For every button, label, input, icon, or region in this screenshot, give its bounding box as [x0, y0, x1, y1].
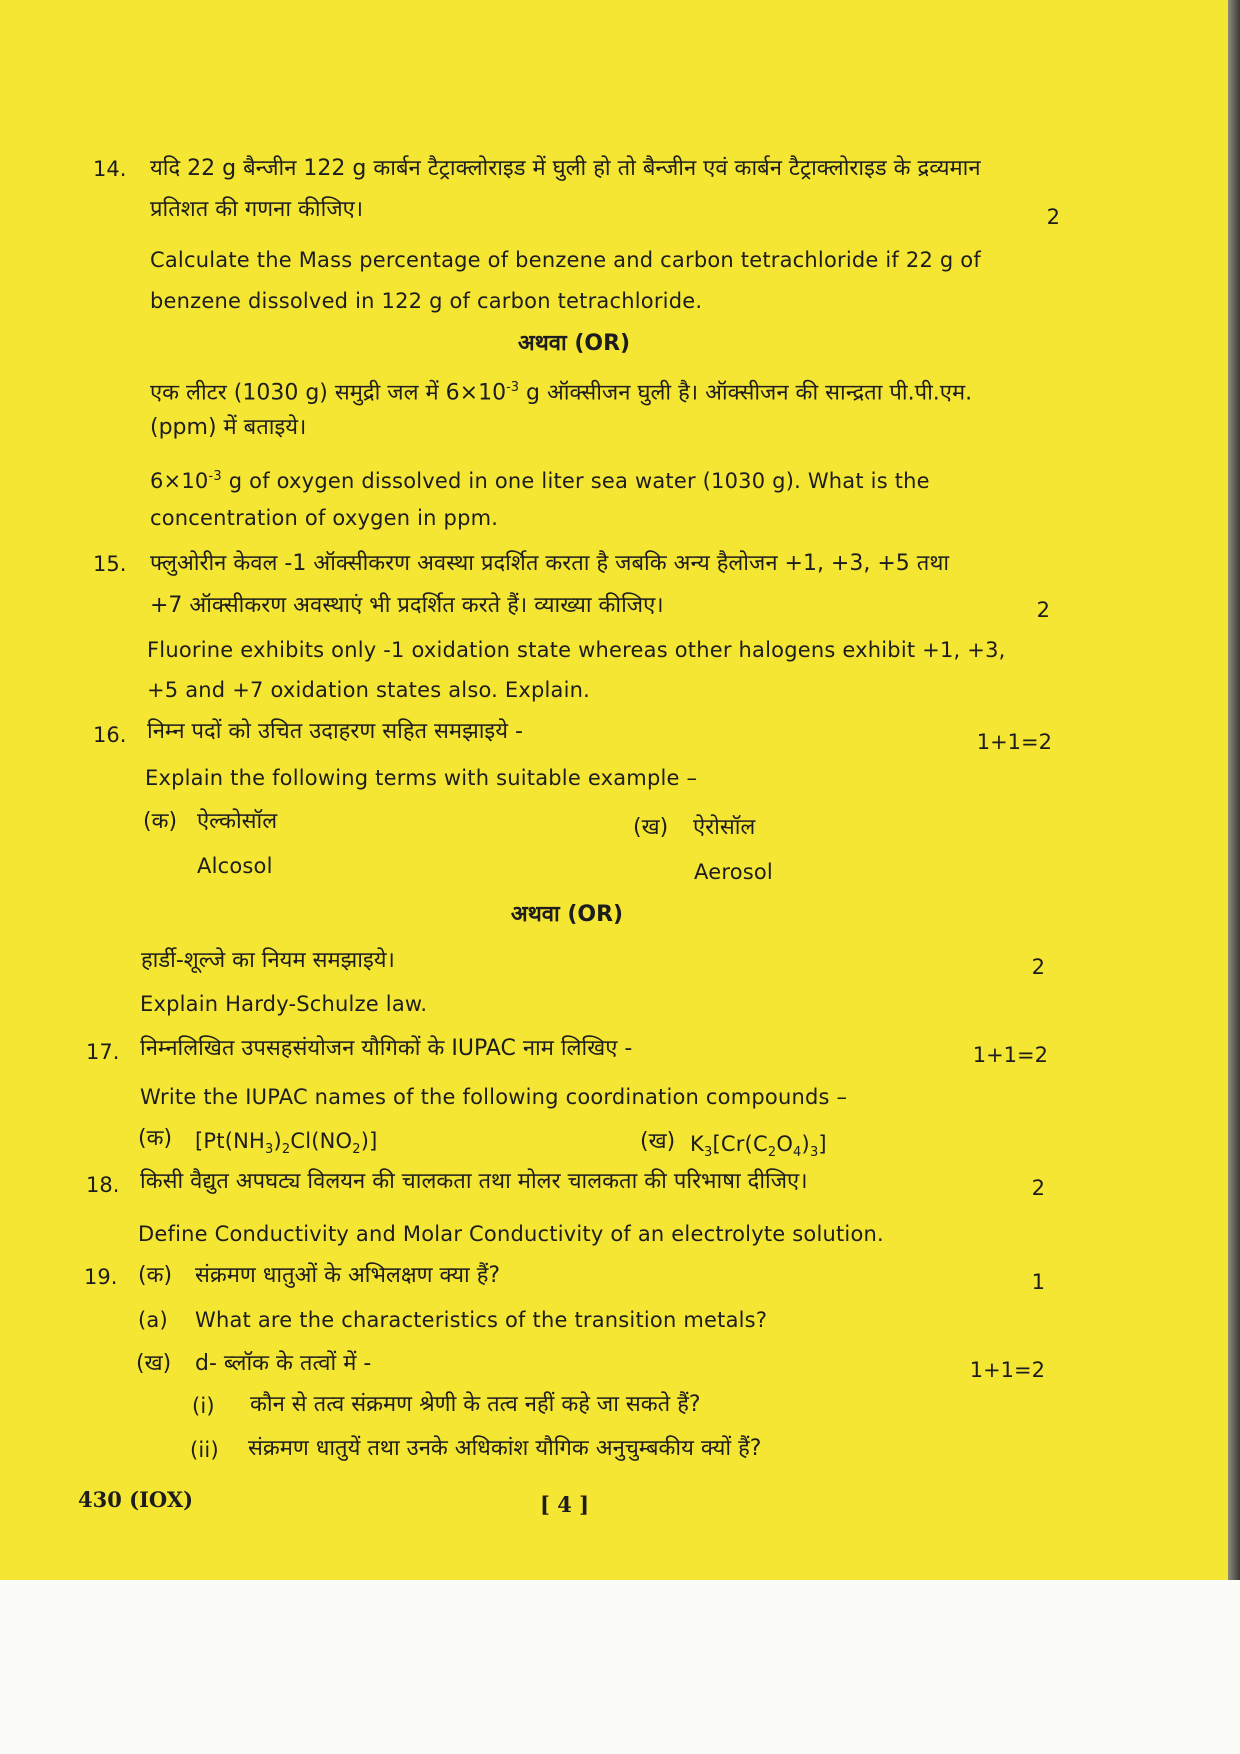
q16-or-heading: अथवा (OR) [510, 902, 624, 927]
q16-english-line-1: Explain the following terms with suitable example – [145, 766, 698, 790]
q17-english-line-1: Write the IUPAC names of the following coordination compounds – [140, 1085, 848, 1109]
q15-english-line-1: Fluorine exhibits only -1 oxidation state whereas other halogens exhibit +1, +3, [147, 638, 1006, 662]
q16-part-b-hindi: ऐरोसॉल [693, 815, 756, 840]
q19-part-a-marks: 1 [1031, 1270, 1045, 1294]
q16-part-b-english: Aerosol [694, 860, 773, 884]
q14-marks: 2 [1046, 205, 1060, 229]
q18-english-line-1: Define Conductivity and Molar Conductivity of an electrolyte solution. [138, 1222, 884, 1246]
q15-hindi-line-1: फ्लुओरीन केवल -1 ऑक्सीकरण अवस्था प्रदर्शित करता है जबकि अन्य हैलोजन +1, +3, +5 तथा [150, 551, 950, 576]
page-number: [ 4 ] [540, 1492, 590, 1517]
q14-english-line-2: benzene dissolved in 122 g of carbon tetrachloride. [150, 289, 703, 313]
q16-part-a-hindi: ऐल्कोसॉल [197, 809, 278, 834]
q14-english-line-1: Calculate the Mass percentage of benzene and carbon tetrachloride if 22 g of [150, 248, 981, 272]
q17-part-b-formula: $K_3[Cr(C_2O_4)_3]$ [690, 1132, 827, 1161]
q15-english-line-2: +5 and +7 oxidation states also. Explain. [147, 678, 591, 702]
q18-number: 18. [86, 1173, 120, 1197]
q14-alt-english-line-1: $6\times 10^{-3}$ g of oxygen dissolved in one liter sea water (1030 g). What is the [150, 469, 930, 493]
q19-subpart-ii-label: (ii) [190, 1438, 219, 1462]
q19-part-b-marks: 1+1=2 [969, 1358, 1045, 1382]
q18-marks: 2 [1031, 1176, 1045, 1200]
q19-part-a-label-hindi: (क) [138, 1263, 173, 1288]
paper-code: 430 (IOX) [78, 1487, 194, 1512]
q16-alt-marks: 2 [1031, 955, 1045, 979]
q16-part-b-label: (ख) [633, 815, 669, 840]
q16-hindi-line-1: निम्न पदों को उचित उदाहरण सहित समझाइये - [147, 719, 523, 744]
q19-part-b-label: (ख) [136, 1351, 172, 1376]
q17-part-a-formula: $[Pt(NH_3)_2Cl(NO_2)]$ [195, 1129, 378, 1158]
q19-part-b-hindi: d- ब्लॉक के तत्वों में - [195, 1351, 372, 1376]
q19-part-a-label-english: (a) [138, 1308, 168, 1332]
q15-marks: 2 [1036, 598, 1050, 622]
q17-marks: 1+1=2 [972, 1043, 1048, 1067]
q14-hindi-line-1: यदि 22 g बैन्जीन 122 g कार्बन टैट्राक्लोराइड में घुली हो तो बैन्जीन एवं कार्बन टैट्राक्लोराइड के द्रव्यमान [150, 156, 981, 181]
q16-marks: 1+1=2 [976, 730, 1052, 754]
q14-hindi-line-2: प्रतिशत की गणना कीजिए। [150, 197, 364, 222]
q19-part-a-hindi: संक्रमण धातुओं के अभिलक्षण क्या हैं? [195, 1263, 501, 1288]
q14-alt-hindi-line-2: (ppm) में बताइये। [150, 415, 307, 440]
q19-part-a-english: What are the characteristics of the transition metals? [195, 1308, 768, 1332]
q19-number: 19. [84, 1265, 118, 1289]
q17-part-a-label: (क) [138, 1126, 173, 1151]
q14-number: 14. [93, 157, 127, 181]
q17-hindi-line-1: निम्नलिखित उपसहसंयोजन यौगिकों के IUPAC नाम लिखिए - [140, 1036, 633, 1061]
q17-number: 17. [86, 1040, 120, 1064]
q18-hindi-line-1: किसी वैद्युत अपघट्य विलयन की चालकता तथा मोलर चालकता की परिभाषा दीजिए। [140, 1169, 808, 1194]
q19-subpart-i-hindi: कौन से तत्व संक्रमण श्रेणी के तत्व नहीं कहे जा सकते हैं? [250, 1392, 701, 1417]
q15-number: 15. [93, 552, 127, 576]
q16-alt-english: Explain Hardy-Schulze law. [140, 992, 428, 1016]
q19-subpart-ii-hindi: संक्रमण धातुयें तथा उनके अधिकांश यौगिक अनुचुम्बकीय क्यों हैं? [248, 1436, 762, 1461]
q14-or-heading: अथवा (OR) [517, 331, 631, 356]
q16-number: 16. [93, 723, 127, 747]
q14-alt-english-line-2: concentration of oxygen in ppm. [150, 506, 499, 530]
q16-part-a-label: (क) [143, 809, 178, 834]
q17-part-b-label: (ख) [640, 1129, 676, 1154]
q16-alt-hindi: हार्डी-शूल्जे का नियम समझाइये। [141, 948, 395, 973]
q16-part-a-english: Alcosol [197, 854, 273, 878]
q15-hindi-line-2: +7 ऑक्सीकरण अवस्थाएं भी प्रदर्शित करते हैं। व्याख्या कीजिए। [150, 593, 664, 618]
q14-alt-hindi-line-1: एक लीटर (1030 g) समुद्री जल में $6\times 10^{-3}$ g ऑक्सीजन घुली है। ऑक्सीजन की सान्द्रता पी.पी.एम. [150, 380, 973, 406]
q19-subpart-i-label: (i) [192, 1394, 215, 1418]
